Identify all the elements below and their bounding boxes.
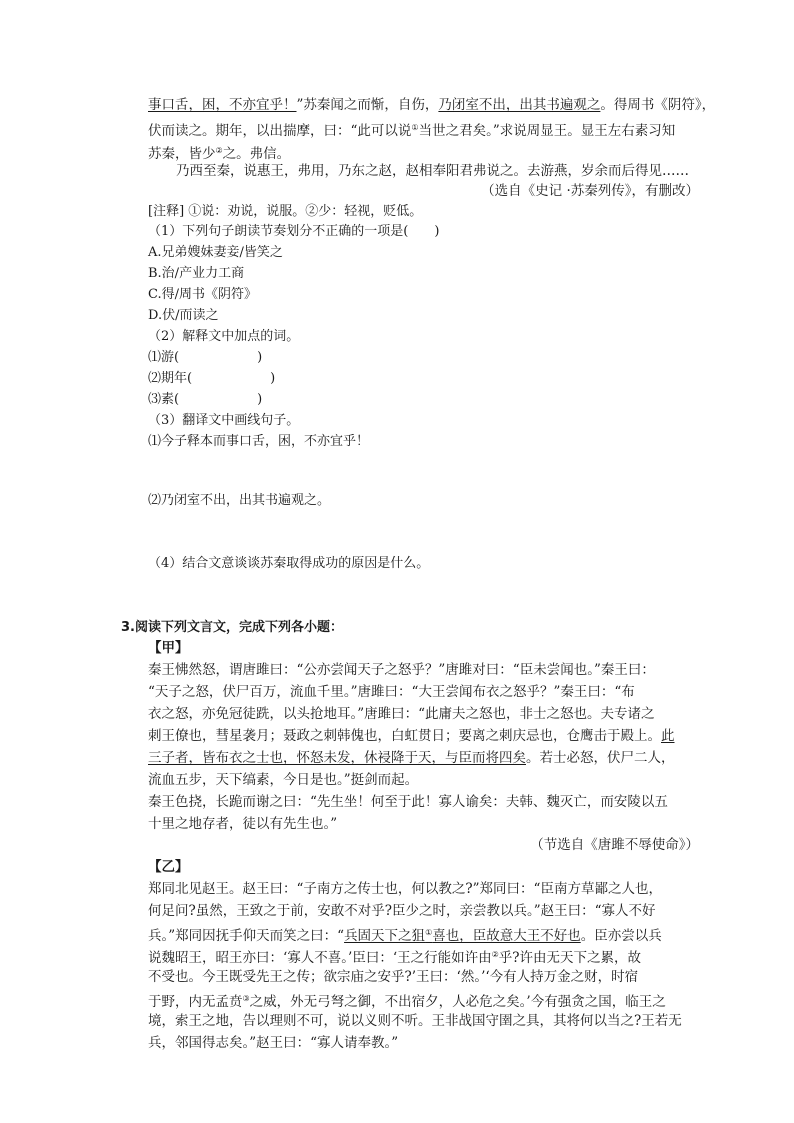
jia-source: （节选自《唐雎不辱使命》） (530, 837, 699, 853)
passage-text: 说魏昭王，昭王亦曰：‘寡人不喜。’臣曰：‘王之行能如许由 (148, 950, 492, 966)
footnote-marker: ② (215, 146, 223, 155)
footnote-marker: ① (425, 928, 433, 937)
jia-line-4 (148, 725, 675, 747)
jia-line-7: 秦王色挠，长跪而谢之曰：“先生坐！何至于此！寡人谕矣：夫韩、魏灭亡，而安陵以五 (148, 794, 668, 810)
passage-line-2 (148, 117, 675, 142)
passage-text: 。若士必怒，伏尸二人， (526, 750, 675, 766)
jia-line-5 (148, 747, 675, 769)
passage-text: 乎?许由无天下之累，故 (498, 950, 642, 966)
jia-line-8: 十里之地存者，徒以有先生也。” (148, 816, 338, 832)
yi-line-7: 境，索王之地，告以理则不可，说以义则不听。王非战国守圉之具，其将何以当之?王若无 (148, 1013, 682, 1029)
underlined-sentence-3-start: 此 (661, 728, 675, 744)
jia-line-6: 流血五步，天下缟素，今日是也。”挺剑而起。 (148, 772, 419, 788)
underlined-sentence-1: 事口舌，困，不亦宜乎！ (148, 97, 297, 113)
footnote-marker: ① (411, 123, 419, 132)
q3-item-2: ⑵乃闭室不出，出其书遍观之。 (148, 493, 331, 508)
jia-line-1: 秦王怫然怒，谓唐雎曰：“公亦尝闻天子之怒乎？”唐雎对曰：“臣未尝闻也。”秦王曰： (148, 662, 655, 678)
underlined-sentence-4 (344, 928, 581, 944)
passage-text: 之威，外无弓弩之御，不出宿夕，人必危之矣。’今有强贪之国，临王之 (249, 994, 666, 1010)
footnote-marker: ③ (242, 994, 250, 1003)
footnote-marker: ② (491, 950, 499, 959)
jia-line-3: 衣之怒，亦免冠徒跣，以头抢地耳。”唐雎曰：“此庸夫之怒也，非士之怒也。夫专诸之 (148, 706, 655, 722)
passage-source: （选自《史记 ·苏秦列传》，有删改） (481, 183, 699, 199)
q3-stem: （3）翻译文中画线句子。 (148, 413, 300, 428)
q2-stem: （2）解释文中加点的词。 (148, 329, 300, 344)
yi-line-1: 郑同北见赵王。赵王曰：“子南方之传士也，何以教之?”郑同曰：“臣南方草鄙之人也， (148, 881, 662, 897)
passage-text: 苏秦，皆少 (148, 146, 216, 162)
yi-line-8: 兵，邻国得志矣。”赵王曰：“寡人请奉教。” (148, 1035, 399, 1051)
q3-item-1: ⑴今子释本而事口舌，困，不亦宜乎！ (148, 434, 370, 449)
q2-item-3: ⑶素( ) (148, 392, 263, 407)
yi-line-5: 不受也。今王既受先王之传；欲宗庙之安乎?’王曰：‘然。’‘今有人持万金之财，时宿 (148, 969, 639, 985)
passage-text: 于野，内无孟贲 (148, 994, 243, 1010)
passage-text: 兵。”郑同因抚手仰天而笑之曰：“ (148, 928, 345, 944)
q4-stem: （4）结合文意谈谈苏秦取得成功的原因是什么。 (148, 556, 430, 571)
passage-text: 伏而读之。期年，以出揣摩，曰：“此可以说 (148, 123, 412, 139)
passage-text: 之。弗信。 (222, 146, 291, 162)
passage-line-1 (148, 94, 715, 116)
q1-option-c[interactable]: C.得/周书《阴符》 (148, 287, 257, 302)
passage-text: 。得周书《阴符》， (600, 97, 716, 113)
passage-text: ”苏秦闻之而惭，自伤， (296, 97, 439, 113)
yi-label: 【乙】 (148, 859, 189, 875)
yi-line-2: 何足问?虽然，王致之于前，安敢不对乎?臣少之时，亲尝教以兵。”赵王曰：“寡人不好 (148, 903, 656, 919)
q1-option-d[interactable]: D.伏/而读之 (148, 308, 219, 323)
passage-text: 当世之君矣。”求说周显王。显王左右素习知 (418, 123, 676, 139)
jia-label: 【甲】 (148, 640, 189, 656)
underlined-sentence-3: 三子者，皆布衣之士也，怀怒未发，休祲降于天，与臣而将四矣 (148, 750, 526, 766)
passage-line-4: 乃西至秦，说惠王，弗用，乃东之赵，赵相奉阳君弗说之。去游燕，岁余而后得见…… (176, 163, 689, 179)
notes: [注释] ①说：劝说，说服。②少：轻视，贬低。 (148, 204, 423, 219)
jia-line-2: “天子之怒，伏尸百万，流血千里。”唐雎曰：“大王尝闻布衣之怒乎？”秦王曰：“布 (148, 684, 635, 700)
passage-text: 刺王僚也，彗星袭月；聂政之刺韩傀也，白虹贯日；要离之刺庆忌也，仓鹰击于殿上。 (148, 728, 661, 744)
q1-option-b[interactable]: B.治/产业力工商 (148, 266, 245, 281)
q1-stem: （1）下列句子朗读节奏划分不正确的一项是( ) (148, 224, 440, 239)
q2-item-1: ⑴游( ) (148, 350, 263, 365)
q1-option-a[interactable]: A.兄弟嫂妹妻妾/皆笑之 (148, 245, 283, 260)
underlined-sentence-2: 乃闭室不出，出其书遍观之 (438, 97, 601, 113)
q2-item-2: ⑵期年( ) (148, 371, 276, 386)
passage-text: 。臣亦尝以兵 (580, 928, 662, 944)
underlined-text: 喜也，臣故意大王不好也 (432, 928, 581, 944)
question-3-title: 3.阅读下列文言文，完成下列各小题： (121, 620, 343, 635)
underlined-text: 兵固天下之狙 (344, 928, 426, 944)
